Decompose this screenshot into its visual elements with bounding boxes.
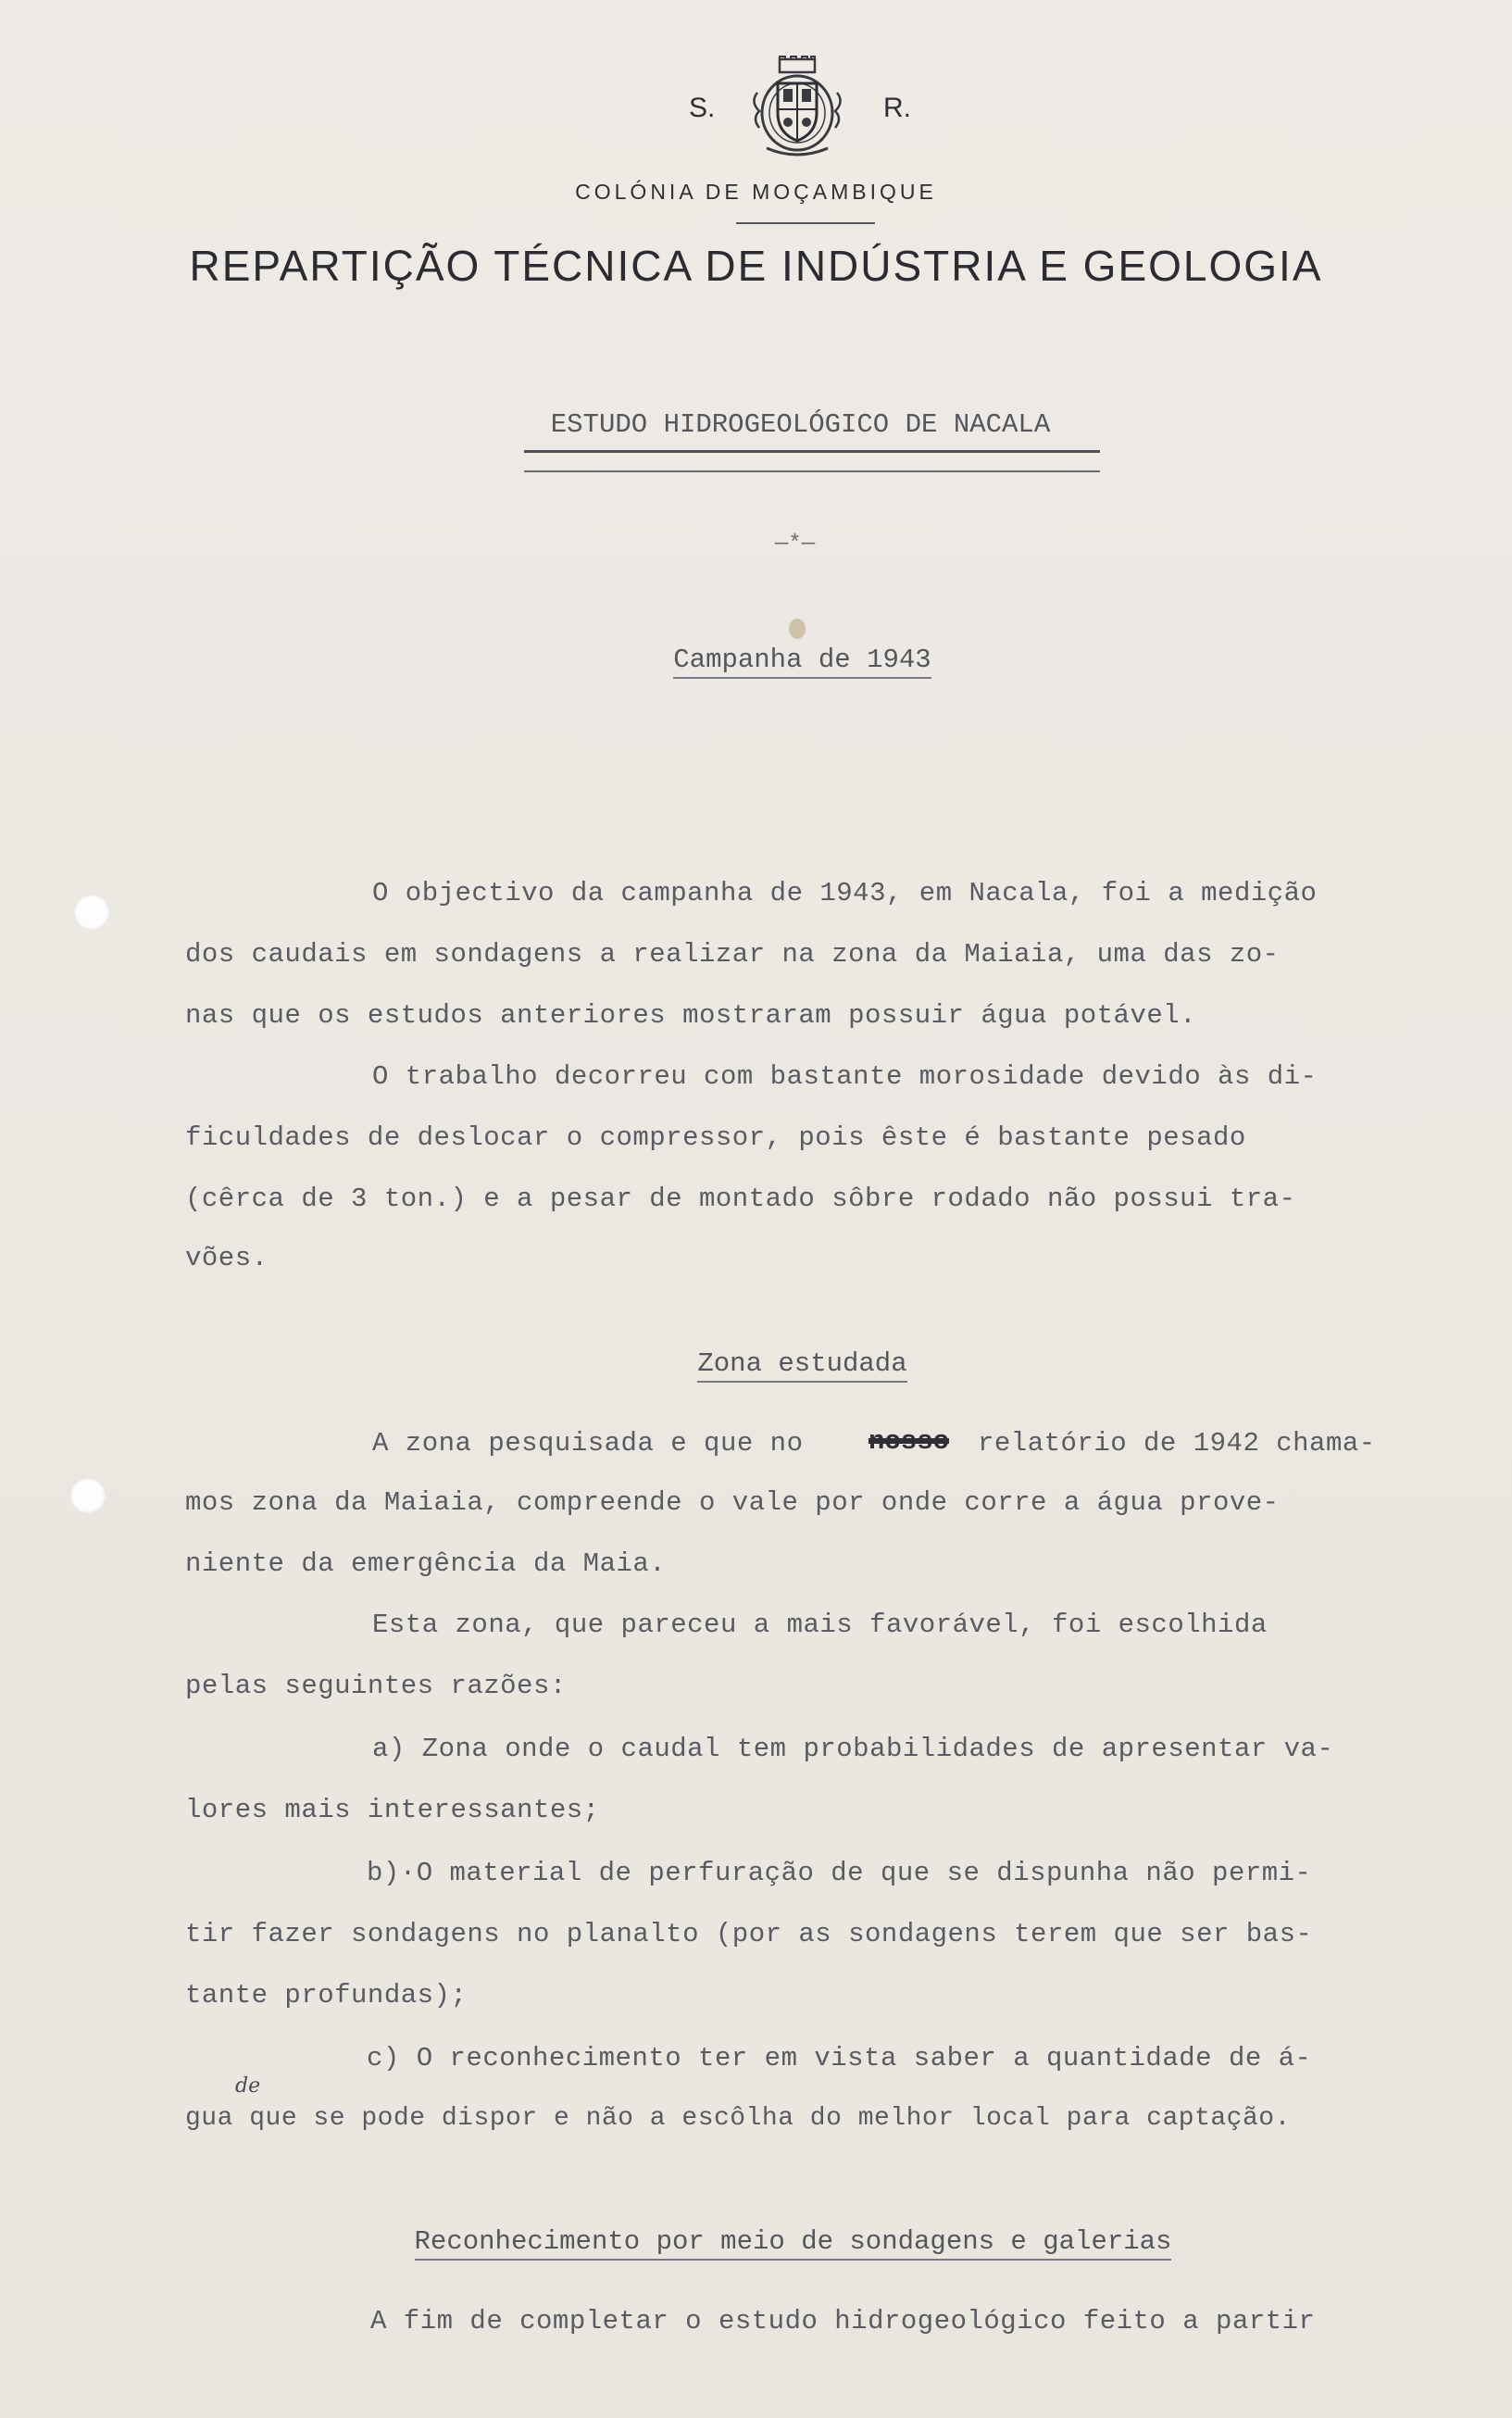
struck-out-word: nosso (868, 1426, 950, 1457)
paragraph3-line3: niente da emergência da Maia. (185, 1548, 667, 1579)
punch-hole-bottom (70, 1478, 106, 1513)
paragraph1-line2: dos caudais em sondagens a realizar na zona da Maiaia, uma das zo- (185, 939, 1280, 970)
title-underline-bottom (524, 470, 1100, 472)
letterhead-left-letter: S. (689, 93, 716, 123)
reason-a-line1: a) Zona onde o caudal tem probabilidades de apresentar va- (372, 1734, 1334, 1764)
reason-c-line1: c) O reconhecimento ter em vista saber a quantidade de á- (367, 2043, 1312, 2073)
campaign-subtitle: Campanha de 1943 (46, 645, 1512, 675)
colony-underline (736, 222, 875, 224)
paragraph3-line1-start: A zona pesquisada e que no (372, 1428, 804, 1459)
reason-c-line2: gua que se pode dispor e não a escôlha do melhor local para captação. (185, 2104, 1291, 2133)
paragraph4-line2: pelas seguintes razões: (185, 1671, 567, 1701)
paragraph3-line1-end: relatório de 1942 chama- (978, 1428, 1376, 1459)
title-underline-top (524, 450, 1100, 453)
colony-name: COLÓNIA DE MOÇAMBIQUE (575, 180, 937, 204)
paragraph2-line3: (cêrca de 3 ton.) e a pesar de montado sôbre rodado não possui tra- (185, 1184, 1296, 1214)
punch-hole-top (74, 895, 109, 930)
ink-spot (789, 619, 806, 639)
paragraph3-line2: mos zona da Maiaia, compreende o vale por onde corre a água prove- (185, 1487, 1280, 1518)
coat-of-arms-icon (746, 56, 848, 159)
letterhead-emblem-row (0, 56, 1512, 167)
section-reconhecimento-title: Reconhecimento por meio de sondagens e galerias (37, 2226, 1512, 2257)
paragraph2-line4: vões. (185, 1243, 269, 1273)
paragraph1-line1: O objectivo da campanha de 1943, em Nacala, foi a medição (372, 878, 1318, 908)
paragraph2-line1: O trabalho decorreu com bastante morosidade devido às di- (372, 1061, 1318, 1092)
paragraph2-line2: ficuldades de deslocar o compressor, pois êste é bastante pesado (185, 1122, 1246, 1153)
reason-a-line2: lores mais interessantes; (185, 1795, 600, 1825)
separator-star: —*— (774, 532, 816, 557)
section-zona-estudada-title: Zona estudada (46, 1348, 1512, 1379)
document-title: ESTUDO HIDROGEOLÓGICO DE NACALA (550, 409, 1051, 440)
reason-b-line3: tante profundas); (185, 1980, 468, 2011)
reason-b-line1: b)·O material de perfuração de que se dispunha não permi- (367, 1858, 1312, 1888)
letterhead-right-letter: R. (883, 93, 911, 123)
paragraph1-line3: nas que os estudos anteriores mostraram possuir água potável. (185, 1000, 1197, 1031)
paragraph4-line1: Esta zona, que pareceu a mais favorável, foi escolhida (372, 1610, 1268, 1640)
handwritten-insertion: de (235, 2074, 261, 2098)
reason-b-line2: tir fazer sondagens no planalto (por as sondagens terem que ser bas- (185, 1919, 1313, 1949)
department-name: REPARTIÇÃO TÉCNICA DE INDÚSTRIA E GEOLOGIA (189, 242, 1323, 290)
paragraph5-line1: A fim de completar o estudo hidrogeológico feito a partir (370, 2306, 1316, 2337)
